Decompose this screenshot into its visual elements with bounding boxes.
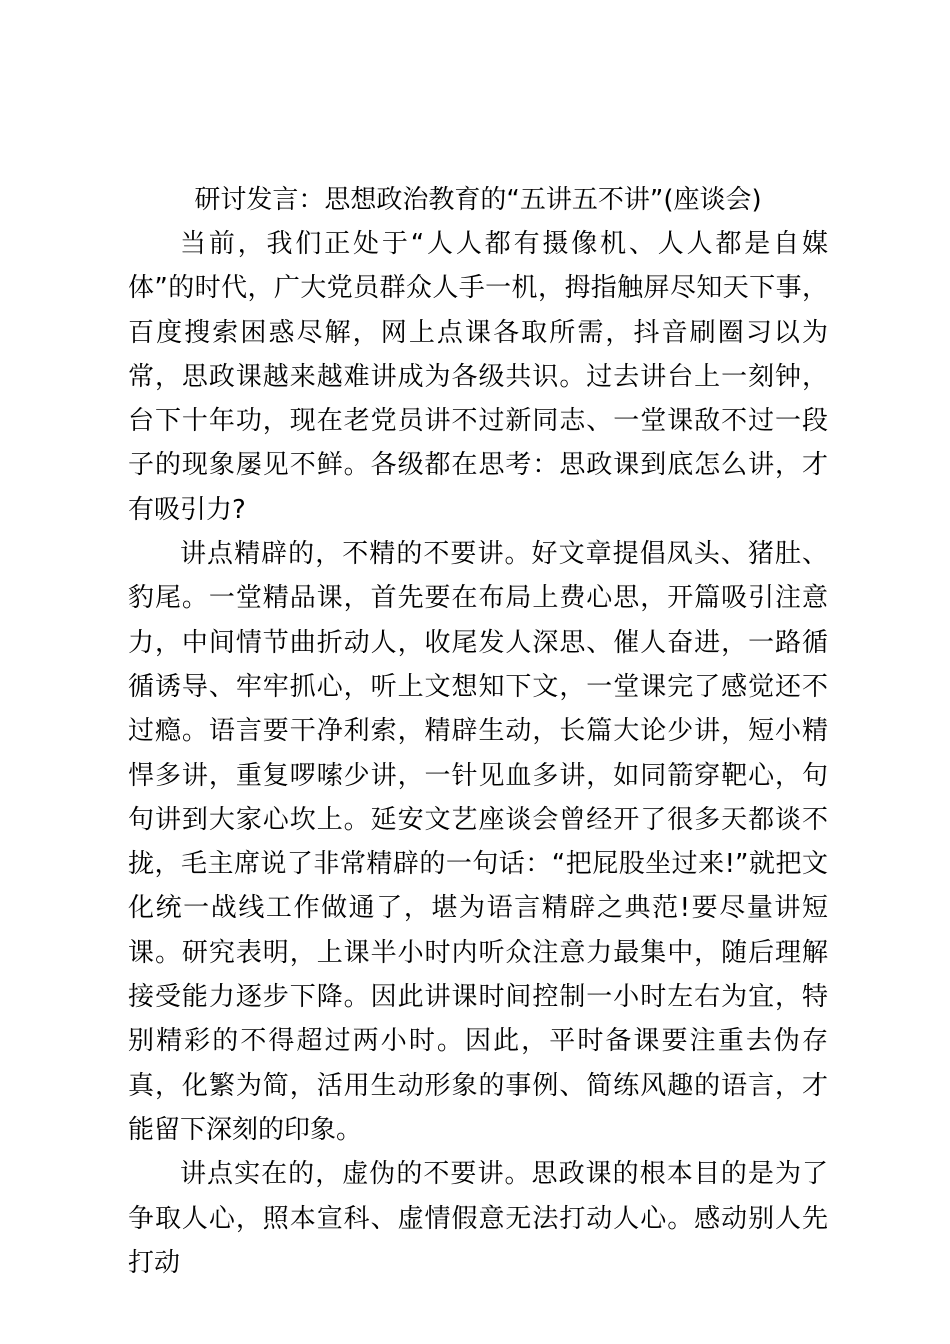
paragraph-practical: 讲点实在的，虚伪的不要讲。思政课的根本目的是为了争取人心，照本宣科、虚情假意无法打动人心。感动别人先打动: [128, 1159, 828, 1278]
document-body: [128, 222, 828, 1285]
paragraph-concise: 讲点精辟的，不精的不要讲。好文章提倡凤头、猪肚、豹尾。一堂精品课，首先要在布局上费心思，开篇吸引注意力，中间情节曲折动人，收尾发人深思、催人奋进，一路循循诱导、牢牢抓心，听上文想知下文，一堂课完了感觉还不过瘾。语言要干净利索，精辟生动，长篇大论少讲，短小精悍多讲，重复啰嗦少讲，一针见血多讲，如同箭穿靶心，句句讲到大家心坎上。延安文艺座谈会曾经开了很多天都谈不拢，毛主席说了非常精辟的一句话：“把屁股坐过来!”就把文化统一战线工作做通了，堪为语言精辟之典范!要尽量讲短课。研究表明，上课半小时内听众注意力最集中，随后理解接受能力逐步下降。因此讲课时间控制一小时左右为宜，特别精彩的不得超过两小时。因此，平时备课要注重去伪存真，化繁为简，活用生动形象的事例、简练风趣的语言，才能留下深刻的印象。: [128, 539, 828, 1145]
document-title: 研讨发言：思想政治教育的“五讲五不讲”(座谈会): [194, 185, 762, 215]
paragraph-intro: 当前，我们正处于“人人都有摄像机、人人都是自媒体”的时代，广大党员群众人手一机，拇指触屏尽知天下事，百度搜索困惑尽解，网上点课各取所需，抖音刷圈习以为常，思政课越来越难讲成为各级共识。过去讲台上一刻钟，台下十年功，现在老党员讲不过新同志、一堂课敌不过一段子的现象屡见不鲜。各级都在思考：思政课到底怎么讲，才有吸引力?: [128, 229, 828, 525]
